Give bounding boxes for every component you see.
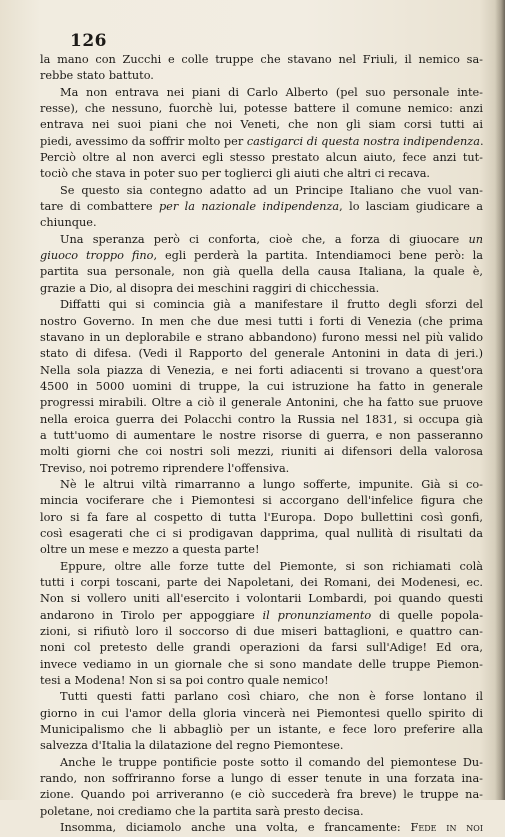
text-line: [40, 150, 483, 166]
text-line: [40, 314, 483, 330]
text-segment: partita sua personale, non già quella della causa Italiana, la quale è,: [40, 265, 483, 279]
italic-text: il pronunziamento: [262, 608, 372, 622]
text-line: [40, 101, 483, 117]
text-line: [40, 722, 483, 738]
text-segment: Municipalismo che li abbagliò per un istante, e fece loro preferire alla: [40, 723, 483, 737]
text-line: [40, 640, 483, 656]
text-segment: tutti i corpi toscani, parte dei Napoletani, dei Romani, dei Modenesi, ec.: [40, 576, 483, 589]
text-segment: Nè le altrui viltà rimarranno a lungo sofferte, impunite. Già si co-: [60, 477, 483, 491]
text-segment: Eppure, oltre alle forze tutte del Piemonte, si son richiamati colà: [60, 559, 483, 573]
text-segment: Perciò oltre al non averci egli stesso prestato alcun aiuto, fece anzi tut-: [40, 151, 483, 165]
text-line: [40, 395, 483, 411]
text-segment: stavano in un deplorabile e strano abbandono) furono messi nel più valido: [40, 330, 483, 344]
text-segment: Una speranza però ci conforta, cioè che, a forza di giuocare: [60, 232, 469, 246]
page-number: 126: [70, 31, 107, 51]
text-line: [40, 559, 483, 575]
text-line: [40, 689, 483, 705]
text-segment: piedi, avessimo da soffrir molto per: [40, 134, 247, 148]
text-segment: a tutt'uomo di aumentare le nostre risorse di guerra, e non passeranno: [40, 428, 483, 442]
text-line: [40, 673, 483, 689]
text-segment: nostro Governo. In men che due mesi tutti i forti di Venezia (che prima: [40, 314, 483, 328]
italic-text: per la nazionale indipendenza: [158, 200, 340, 214]
text-line: [40, 657, 483, 673]
text-line: [40, 608, 483, 624]
text-segment: Anche le truppe pontificie poste sotto il comando del piemontese Du-: [60, 755, 483, 769]
text-segment: oltre un mese e mezzo a questa parte!: [40, 543, 260, 557]
text-segment: Non si vollero uniti all'esercito i volontarii Lombardi, poi quando questi: [40, 592, 483, 606]
text-segment: , egli perderà la partita. Intendiamoci bene però: la: [153, 249, 483, 263]
text-line: [40, 624, 483, 640]
italic-text: castigarci di questa nostra indipendenza: [246, 134, 480, 148]
text-segment: grazie a Dio, al disopra dei meschini raggiri di chicchessia.: [40, 281, 380, 295]
text-segment: salvezza d'Italia la dilatazione del regno Piemontese.: [40, 739, 344, 753]
text-segment: giorno in cui l'amor della gloria vincerà nei Piemontesi quello spirito di: [40, 706, 483, 720]
text-segment: rando, non soffriranno forse a lungo di esser tenute in una forzata ina-: [40, 772, 483, 786]
text-segment: Treviso, noi potremo riprendere l'offensiva.: [40, 461, 290, 475]
small-caps-text: Fede in noi: [410, 821, 483, 835]
text-line: [40, 379, 483, 395]
text-line: [40, 346, 483, 362]
text-line: [40, 183, 483, 199]
text-line: [40, 510, 483, 526]
text-line: [40, 738, 483, 754]
text-line: [40, 755, 483, 771]
text-line: [40, 330, 483, 346]
text-line: [40, 264, 483, 280]
text-line: [40, 526, 483, 542]
text-segment: nella eroica guerra dei Polacchi contro la Russia nel 1831, si occupa già: [40, 412, 483, 426]
text-segment: Nella sola piazza di Venezia, e nei forti adiacenti si trovano a quest'ora: [40, 363, 483, 377]
text-segment: rebbe stato battuto.: [40, 69, 154, 83]
text-segment: stato di difesa. (Vedi il Rapporto del generale Antonini in data di jeri.): [40, 347, 483, 361]
text-segment: poletane, noi crediamo che la partita sarà presto decisa.: [40, 804, 364, 818]
italic-text: un: [468, 232, 483, 246]
text-segment: .: [479, 134, 484, 148]
text-segment: , lo lasciam giudicare a: [339, 200, 483, 214]
text-segment: molti giorni che coi nostri soli mezzi, riuniti ai difensori della valorosa: [40, 445, 483, 459]
text-segment: tesi a Modena! Non si sa poi contro quale nemico!: [40, 674, 329, 688]
text-segment: zioni, si rifiutò loro il soccorso di due miseri battaglioni, e quattro can-: [40, 625, 483, 639]
text-segment: tociò che stava in poter suo per toglierci gli aiuti che altri ci recava.: [40, 167, 431, 181]
text-line: [40, 706, 483, 722]
text-line: [40, 412, 483, 428]
text-segment: Diffatti qui si comincia già a manifestare il frutto degli sforzi del: [60, 298, 483, 312]
text-line: [40, 117, 483, 133]
text-line: [40, 771, 483, 787]
text-line: [40, 591, 483, 607]
text-line: [40, 85, 483, 101]
text-line: [40, 444, 483, 460]
italic-text: giuoco troppo fino: [40, 249, 154, 263]
text-line: [40, 575, 483, 591]
page-edge-shadow: [495, 0, 505, 800]
text-line: [40, 248, 483, 264]
text-line: [40, 297, 483, 313]
text-segment: chiunque.: [40, 216, 97, 230]
text-segment: Se questo sia contegno adatto ad un Principe Italiano che vuol van-: [60, 183, 483, 197]
text-segment: mincia vociferare che i Piemontesi si accorgano dell'infelice figura che: [40, 494, 483, 508]
text-line: [40, 542, 483, 558]
text-segment: Tutti questi fatti parlano così chiaro, che non è forse lontano il: [60, 690, 483, 704]
text-segment: la mano con Zucchi e colle truppe che stavano nel Friuli, il nemico sa-: [40, 53, 483, 66]
text-line: [40, 820, 483, 836]
text-line: [40, 461, 483, 477]
text-segment: noni col pretesto delle grandi operazioni da farsi sull'Adige! Ed ora,: [40, 641, 483, 655]
text-line: [40, 199, 483, 215]
text-line: [40, 493, 483, 509]
text-line: [40, 215, 483, 231]
text-line: [40, 428, 483, 444]
text-segment: progressi mirabili. Oltre a ciò il generale Antonini, che ha fatto sue pruove: [40, 396, 483, 410]
text-segment: entrava nei suoi piani che noi Veneti, che non gli siam corsi tutti ai: [40, 118, 483, 132]
text-line: [40, 804, 483, 820]
text-segment: così esagerati che ci si prodigavan dapprima, qual nullità di risultati da: [40, 526, 483, 540]
text-segment: resse), che nessuno, fuorchè lui, potesse battere il comune nemico: anzi: [40, 102, 483, 116]
text-line: [40, 52, 483, 68]
text-segment: tare di combattere: [40, 200, 159, 214]
text-segment: invece vediamo in un giornale che si sono mandate delle truppe Piemon-: [40, 657, 483, 671]
text-segment: zione. Quando poi arriveranno (e ciò succederà fra breve) le truppe na-: [40, 788, 483, 802]
text-segment: andarono in Tirolo per appoggiare: [40, 608, 263, 622]
text-segment: di quelle popola-: [371, 608, 484, 622]
body-text: [40, 52, 483, 837]
text-line: [40, 787, 483, 803]
text-segment: Insomma, diciamolo anche una volta, e francamente:: [60, 821, 411, 835]
text-line: [40, 166, 483, 182]
text-line: [40, 363, 483, 379]
text-segment: loro si fa fare al cospetto di tutta l'Europa. Dopo bullettini così gonfi,: [40, 510, 483, 524]
text-line: [40, 281, 483, 297]
text-segment: Ma non entrava nei piani di Carlo Alberto (pel suo personale inte-: [60, 85, 483, 99]
text-segment: 4500 in 5000 uomini di truppe, la cui istruzione ha fatto in generale: [40, 379, 483, 393]
text-line: [40, 477, 483, 493]
text-line: [40, 134, 483, 150]
text-line: [40, 68, 483, 84]
text-line: [40, 232, 483, 248]
